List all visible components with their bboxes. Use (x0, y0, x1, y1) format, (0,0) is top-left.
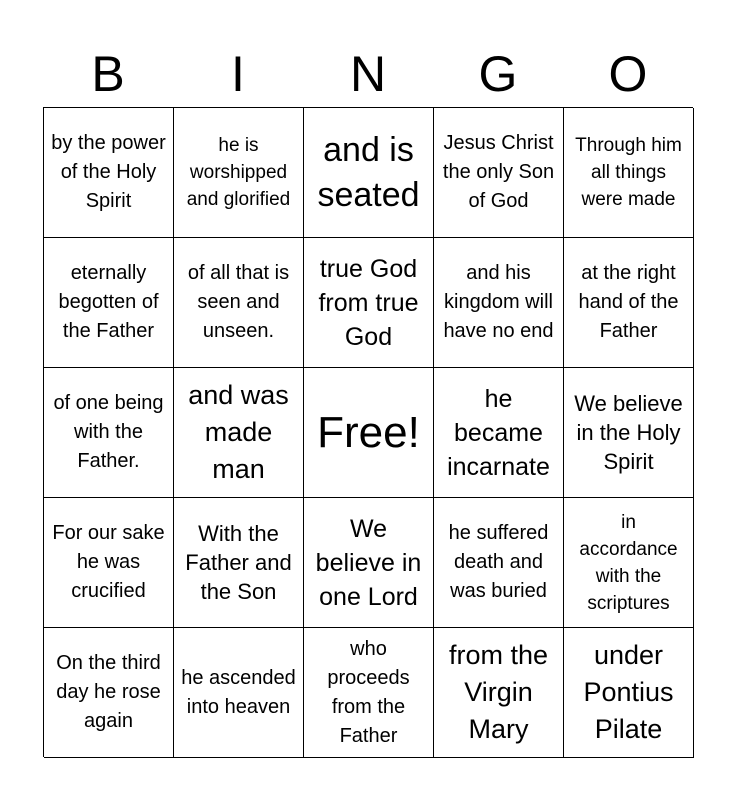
cell-text: We believe in the Holy Spirit (574, 391, 683, 474)
bingo-cell[interactable] (44, 108, 174, 238)
cell-text: he ascended into heaven (181, 666, 296, 718)
cell-text: he is worshipped and glorified (186, 135, 291, 210)
bingo-cell[interactable] (434, 628, 564, 758)
bingo-cell[interactable] (434, 238, 564, 368)
cell-text: Jesus Christ the only Son of God (442, 132, 555, 212)
cell-text: he suffered death and was buried (448, 522, 549, 602)
cell-text: With the Father and the Son (185, 521, 292, 604)
bingo-cell[interactable] (44, 238, 174, 368)
header-letter-b: B (91, 46, 125, 102)
cell-text: and his kingdom will have no end (443, 262, 554, 342)
header-letter-g: G (478, 46, 518, 102)
cell-text: of one being with the Father. (53, 392, 164, 472)
header-letter-o: O (608, 46, 648, 102)
cell-text: in accordance with the scriptures (579, 511, 678, 614)
bingo-cell[interactable] (434, 498, 564, 628)
cell-text: Free! (317, 407, 420, 457)
cell-text: he became incarnate (447, 384, 550, 481)
header-letter-i: I (231, 46, 245, 102)
bingo-cell[interactable] (44, 498, 174, 628)
cell-text: Through him all things were made (575, 135, 682, 210)
bingo-cell[interactable] (304, 108, 434, 238)
bingo-cell[interactable] (304, 628, 434, 758)
cell-text: by the power of the Holy Spirit (51, 132, 166, 212)
bingo-cell[interactable] (564, 108, 694, 238)
bingo-cell[interactable] (304, 238, 434, 368)
cell-text: and is seated (317, 130, 420, 214)
bingo-cell[interactable] (174, 628, 304, 758)
bingo-cell[interactable] (304, 498, 434, 628)
cell-text: under Pontius Pilate (583, 640, 674, 744)
header-letter-n: N (349, 46, 387, 102)
cell-text: at the right hand of the Father (578, 262, 679, 342)
cell-text: of all that is seen and unseen. (187, 262, 290, 342)
bingo-cell[interactable] (564, 368, 694, 498)
bingo-cell[interactable] (44, 368, 174, 498)
bingo-cell[interactable] (174, 368, 304, 498)
bingo-cell[interactable] (434, 108, 564, 238)
cell-text: and was made man (188, 380, 289, 484)
bingo-cell[interactable] (564, 238, 694, 368)
bingo-cell[interactable] (434, 368, 564, 498)
cell-text: We believe in one Lord (315, 514, 422, 611)
cell-text: eternally begotten of the Father (58, 262, 159, 342)
cell-text: true God from true God (318, 254, 419, 351)
bingo-cell[interactable] (564, 498, 694, 628)
free-space[interactable] (304, 368, 434, 498)
cell-text: On the third day he rose again (56, 652, 161, 732)
bingo-cell[interactable] (44, 628, 174, 758)
cell-text: from the Virgin Mary (448, 640, 549, 744)
bingo-header (43, 40, 693, 108)
cell-text: who proceeds from the Father (327, 637, 410, 747)
bingo-cell[interactable] (564, 628, 694, 758)
bingo-cell[interactable] (174, 108, 304, 238)
cell-text: For our sake he was crucified (52, 522, 165, 602)
bingo-cell[interactable] (174, 238, 304, 368)
bingo-cell[interactable] (174, 498, 304, 628)
bingo-grid (43, 107, 693, 757)
